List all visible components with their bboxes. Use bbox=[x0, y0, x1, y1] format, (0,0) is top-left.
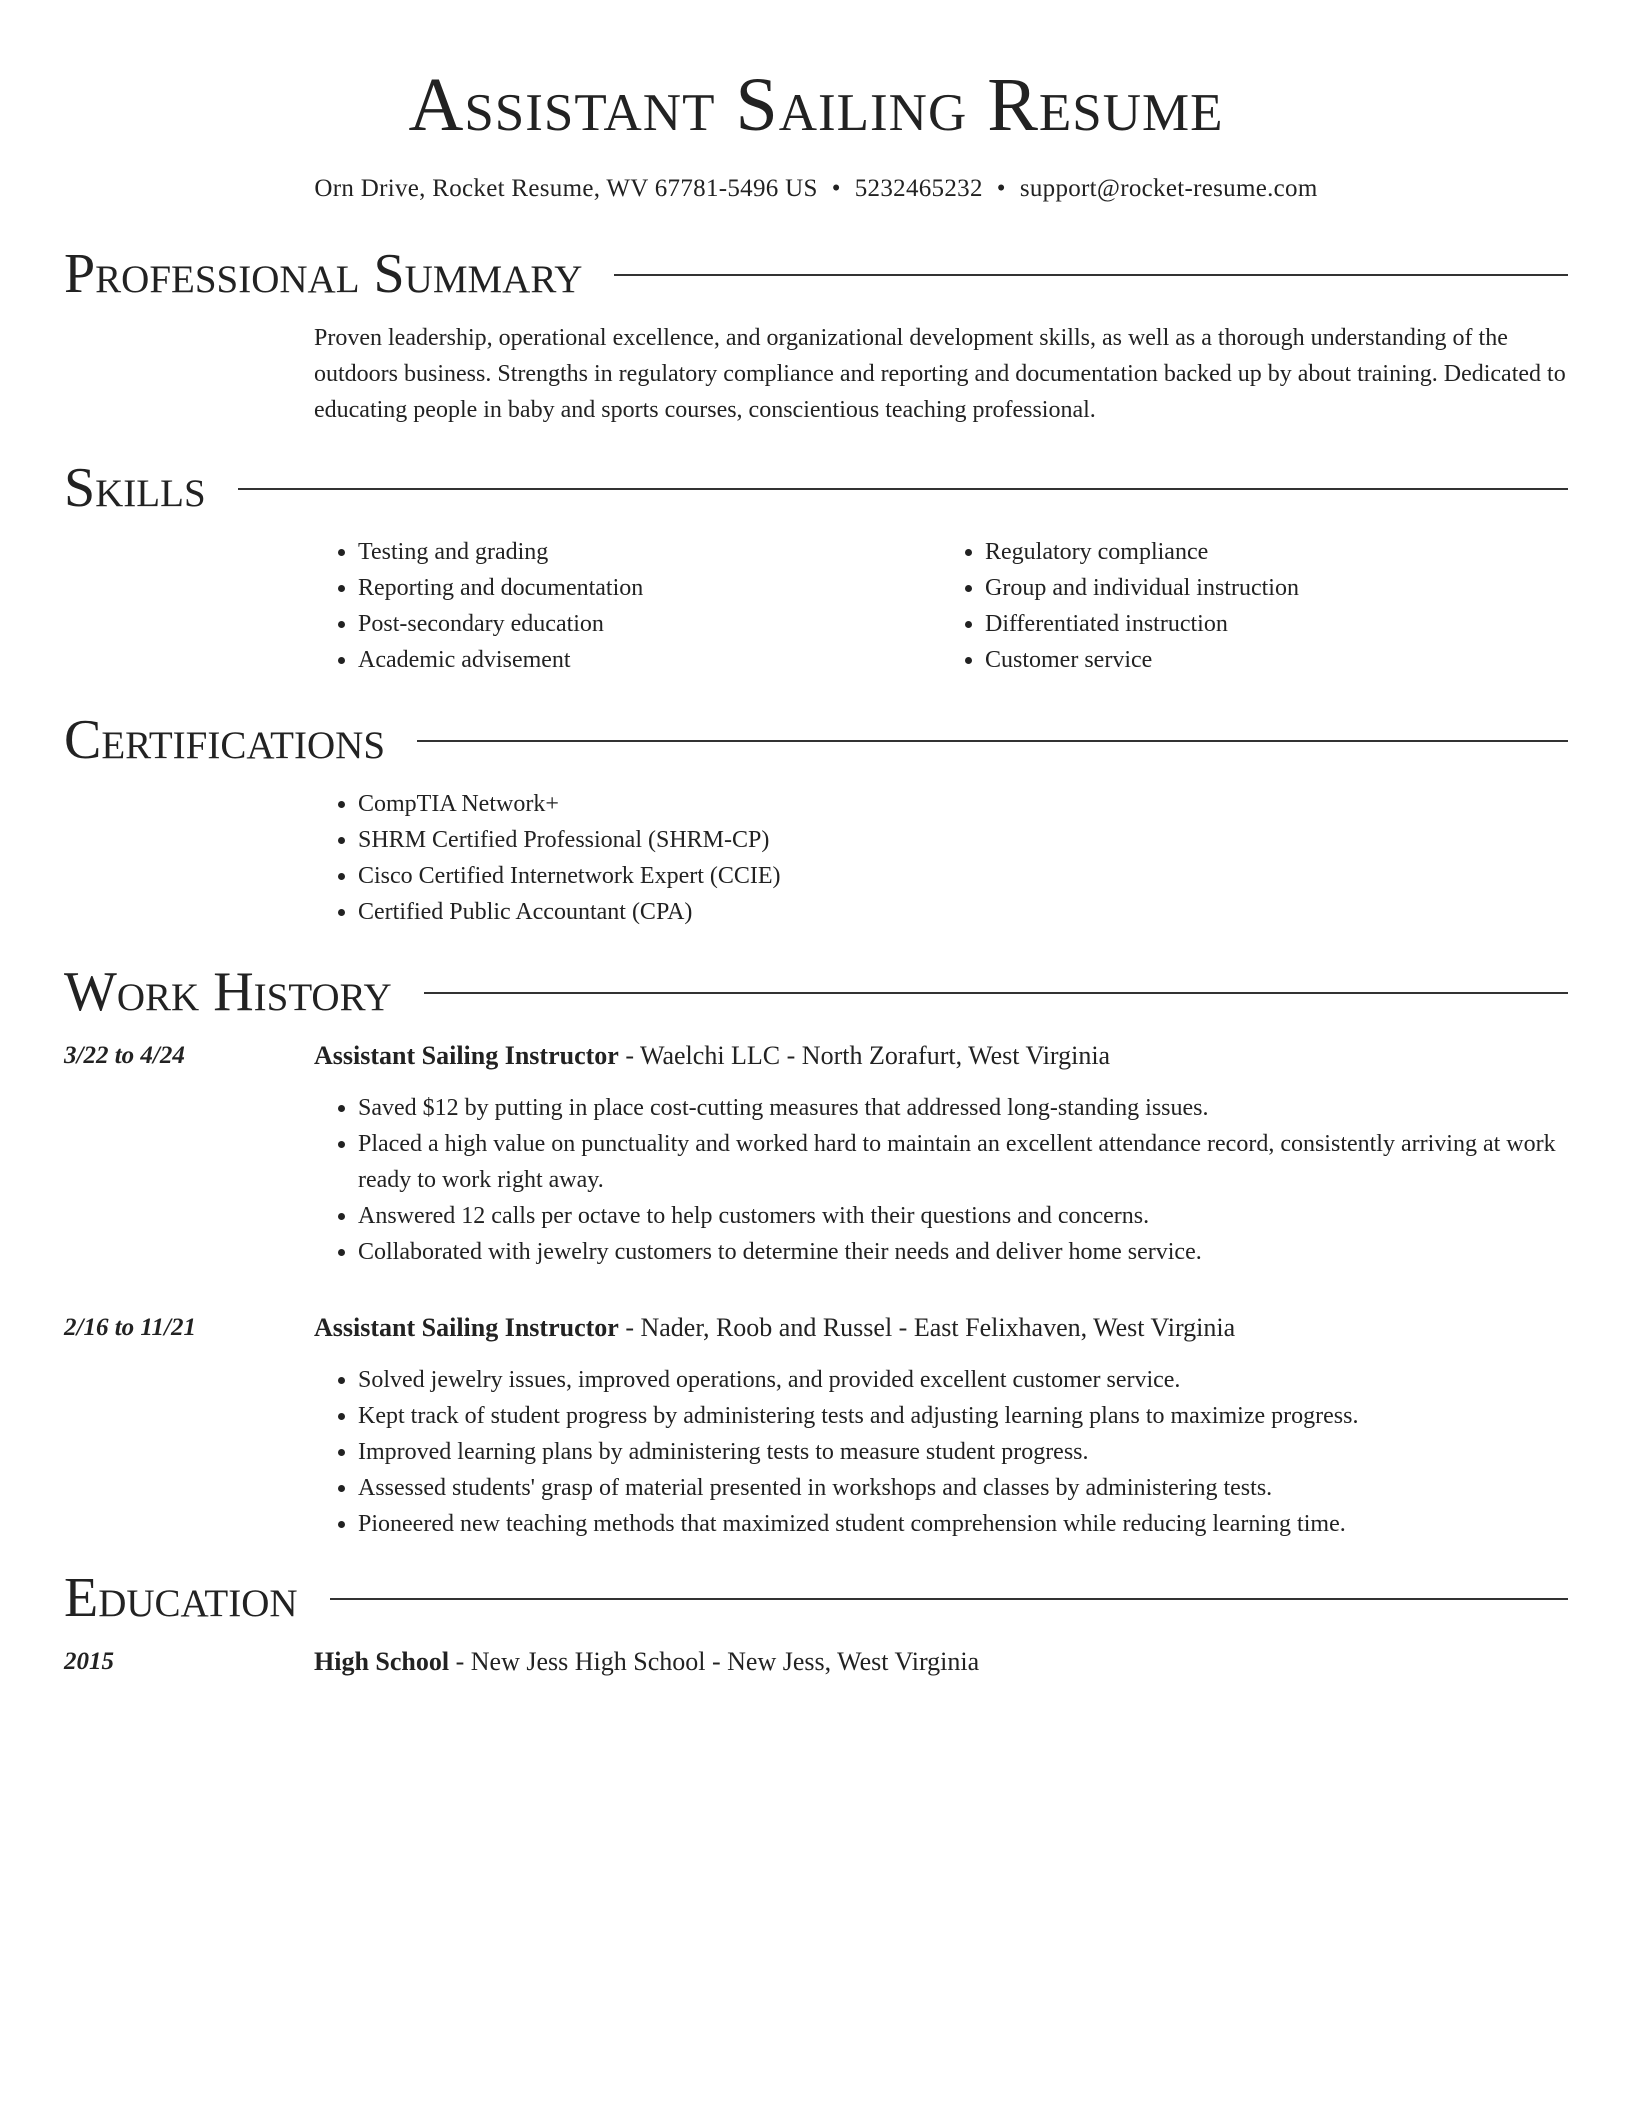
summary-text: Proven leadership, operational excellence, and organizational development skills, as well as a thorough understanding of the outdoors business. Strengths in regulatory compliance and reporting and documentation backed up by about training. Dedicated to educating people in baby and sports courses, conscientious teaching professional. bbox=[314, 325, 1566, 423]
education-entry bbox=[64, 1644, 1568, 1680]
list-item: • Academic advisement bbox=[358, 642, 941, 678]
section-heading-certifications: Certifications bbox=[64, 709, 386, 771]
list-item: • Assessed students' grasp of material presented in workshops and classes by administering tests. bbox=[358, 1470, 1568, 1506]
section-heading-skills: Skills bbox=[64, 457, 206, 519]
list-item: • Improved learning plans by administering tests to measure student progress. bbox=[358, 1434, 1568, 1470]
list-item: • Regulatory compliance bbox=[985, 534, 1568, 570]
job-entry bbox=[64, 1310, 1568, 1542]
contact-line bbox=[64, 172, 1568, 206]
section-heading-work-history: Work History bbox=[64, 961, 392, 1023]
section-divider bbox=[238, 488, 1568, 490]
section-education bbox=[64, 1566, 1568, 1630]
job-bullets bbox=[314, 1090, 1568, 1270]
list-item: • Reporting and documentation bbox=[358, 570, 941, 606]
job-dates: 3/22 to 4/24 bbox=[64, 1042, 185, 1069]
job-content bbox=[314, 1038, 1568, 1270]
education-year: 2015 bbox=[64, 1648, 114, 1675]
section-divider bbox=[614, 274, 1568, 276]
job-title-line bbox=[314, 1038, 1568, 1074]
job-bullets bbox=[314, 1362, 1568, 1542]
list-item: • CompTIA Network+ bbox=[358, 786, 1568, 822]
certifications-block bbox=[314, 786, 1568, 930]
contact-separator: • bbox=[831, 175, 841, 202]
list-item: • Solved jewelry issues, improved operations, and provided excellent customer service. bbox=[358, 1362, 1568, 1398]
resume-title: Assistant Sailing Resume bbox=[408, 63, 1224, 147]
skills-list-left bbox=[314, 534, 941, 678]
contact-email: support@rocket-resume.com bbox=[1019, 175, 1318, 202]
section-heading-education: Education bbox=[64, 1567, 298, 1629]
list-item: • Answered 12 calls per octave to help customers with their questions and concerns. bbox=[358, 1198, 1568, 1234]
list-item: • Kept track of student progress by administering tests and adjusting learning plans to maximize progress. bbox=[358, 1398, 1568, 1434]
list-item: • Testing and grading bbox=[358, 534, 941, 570]
job-title: Assistant Sailing Instructor bbox=[314, 1313, 619, 1342]
section-divider bbox=[417, 740, 1568, 742]
list-item: • Collaborated with jewelry customers to determine their needs and deliver home service. bbox=[358, 1234, 1568, 1270]
section-divider bbox=[330, 1598, 1568, 1600]
list-item: • Customer service bbox=[985, 642, 1568, 678]
education-content bbox=[314, 1644, 1568, 1680]
section-professional-summary bbox=[64, 242, 1568, 306]
list-item: • Certified Public Accountant (CPA) bbox=[358, 894, 1568, 930]
job-employer: - Waelchi LLC - North Zorafurt, West Virginia bbox=[618, 1041, 1111, 1070]
job-employer: - Nader, Roob and Russel - East Felixhaven, West Virginia bbox=[618, 1313, 1236, 1342]
list-item: • Differentiated instruction bbox=[985, 606, 1568, 642]
contact-address: Orn Drive, Rocket Resume, WV 67781-5496 US bbox=[314, 175, 818, 202]
section-certifications bbox=[64, 708, 1568, 772]
section-heading-summary: Professional Summary bbox=[64, 243, 583, 305]
job-title: Assistant Sailing Instructor bbox=[314, 1041, 619, 1070]
certifications-list bbox=[314, 786, 1568, 930]
list-item: • Pioneered new teaching methods that maximized student comprehension while reducing learning time. bbox=[358, 1506, 1568, 1542]
job-title-line bbox=[314, 1310, 1568, 1346]
list-item: • Group and individual instruction bbox=[985, 570, 1568, 606]
list-item: • Cisco Certified Internetwork Expert (CCIE) bbox=[358, 858, 1568, 894]
list-item: • SHRM Certified Professional (SHRM-CP) bbox=[358, 822, 1568, 858]
list-item: • Post-secondary education bbox=[358, 606, 941, 642]
skills-grid bbox=[314, 534, 1568, 678]
section-skills bbox=[64, 456, 1568, 520]
section-work-history bbox=[64, 960, 1568, 1024]
job-entry bbox=[64, 1038, 1568, 1270]
education-degree: High School bbox=[314, 1647, 450, 1676]
list-item: • Placed a high value on punctuality and worked hard to maintain an excellent attendance record, consistently arriving at work ready to work right away. bbox=[358, 1126, 1568, 1198]
contact-phone: 5232465232 bbox=[854, 175, 983, 202]
education-school: - New Jess High School - New Jess, West Virginia bbox=[449, 1647, 980, 1676]
skills-list-right bbox=[941, 534, 1568, 678]
education-line bbox=[314, 1644, 1568, 1680]
job-dates: 2/16 to 11/21 bbox=[64, 1314, 196, 1341]
contact-separator: • bbox=[996, 175, 1006, 202]
section-divider bbox=[424, 992, 1568, 994]
list-item: • Saved $12 by putting in place cost-cutting measures that addressed long-standing issues. bbox=[358, 1090, 1568, 1126]
job-content bbox=[314, 1310, 1568, 1542]
